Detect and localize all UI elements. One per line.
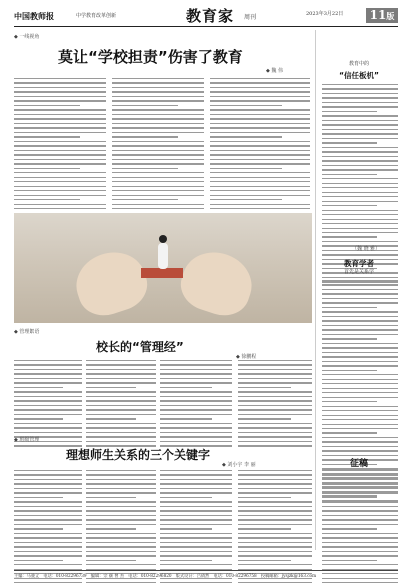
article2-byline: ◆ 徐鹏程 xyxy=(236,354,257,360)
column-divider xyxy=(315,30,316,550)
article1-byline: ◆ 魏 伟 xyxy=(266,68,284,74)
sidebar-box1-text xyxy=(322,84,398,286)
article2-column-3 xyxy=(160,360,232,450)
article2-kicker: ◆ 管理絮语 xyxy=(14,329,40,335)
sidebar-box2-subtitle: 首先是关系学 xyxy=(343,269,374,275)
sidebar-box3-text xyxy=(322,470,398,585)
book-shape xyxy=(141,268,183,278)
sidebar-box1-signature: （魏 晓 雅） xyxy=(352,246,381,252)
article2-column-2 xyxy=(86,360,156,450)
student-head xyxy=(159,235,167,243)
issue-date: 2023年3月22日 xyxy=(306,11,344,17)
sidebar-box3-title: 征稿 xyxy=(349,459,368,469)
student-figure xyxy=(158,243,168,269)
article3-byline: ◆ 刘小宇 李 丽 xyxy=(222,462,256,468)
article3-kicker: ◆ 班级管理 xyxy=(14,437,40,443)
sidebar-box2-title: 教育学者 xyxy=(344,259,374,268)
sidebar-box1-title: “信任板机” xyxy=(339,71,379,80)
page-footer: 主编：马骏义 电话：010-82296739 编辑：宗 颐 曾 杰 电话：010-82296820 版式设计：吕倩然 电话：010-82296758 投稿邮箱：jysjzk@163.com xyxy=(14,570,398,580)
section-title: 教育家 xyxy=(186,7,235,25)
article1-kicker: ◆ 一线视角 xyxy=(14,34,40,40)
newspaper-logo: 中国教师报 xyxy=(14,11,54,21)
sidebar-box1-subtitle: 教育中的 xyxy=(348,61,369,67)
article2-headline: 校长的“管理经” xyxy=(96,340,184,354)
article3-column-1 xyxy=(14,470,82,585)
article1-headline: 莫让“学校担责”伤害了教育 xyxy=(58,48,243,66)
left-hand-shape xyxy=(68,244,153,323)
logo-subtitle: 中学教育改革创新 xyxy=(76,13,117,19)
article1-photo xyxy=(14,213,312,323)
page-number-badge xyxy=(366,8,398,23)
page-unit: 版 xyxy=(386,11,395,21)
page-number: 11 xyxy=(369,8,387,22)
article3-column-3 xyxy=(160,470,232,585)
article3-column-4 xyxy=(238,470,312,585)
article3-headline: 理想师生关系的三个关键字 xyxy=(66,448,211,462)
article2-column-4 xyxy=(238,360,312,450)
section-subtitle: 周刊 xyxy=(244,14,257,21)
right-hand-shape xyxy=(174,244,259,323)
article3-column-2 xyxy=(86,470,156,585)
masthead xyxy=(14,5,398,27)
